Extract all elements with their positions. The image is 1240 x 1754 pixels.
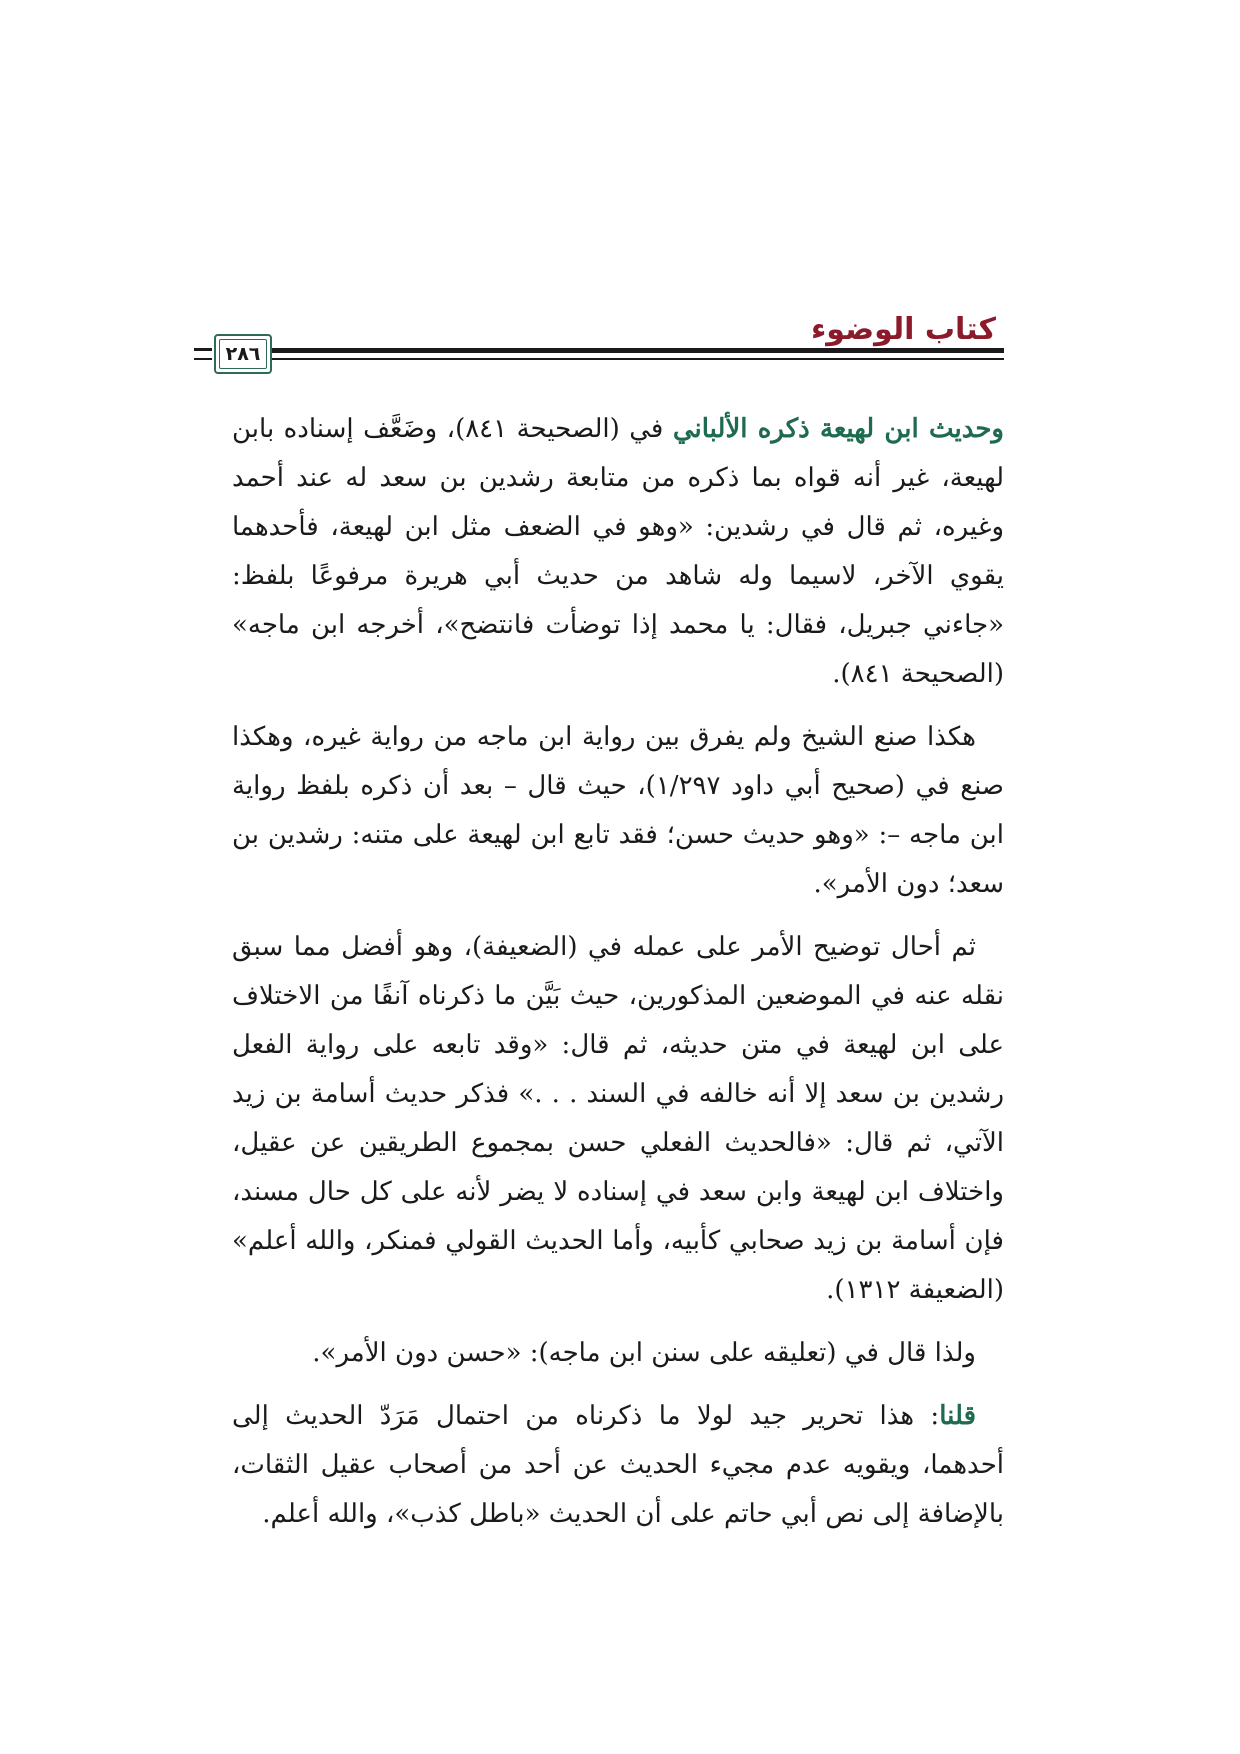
paragraph-text: هكذا صنع الشيخ ولم يفرق بين رواية ابن ماجه من رواية غيره، وهكذا صنع في (صحيح أبي داود ١/٢٩٧)، حيث قال – بعد أن ذكره بلفظ رواية ابن ماجه –: «وهو حديث حسن؛ فقد تابع ابن لهيعة على متنه: رشدين بن سعد؛ دون الأمر». xyxy=(232,722,1004,899)
paragraph-text: ثم أحال توضيح الأمر على عمله في (الضعيفة)، وهو أفضل مما سبق نقله عنه في الموضعين المذكورين، حيث بَيَّن ما ذكرناه آنفًا من الاختلاف على ابن لهيعة في متن حديثه، ثم قال: «وقد تابعه على رواية الفعل رشدين بن سعد إلا أنه خالفه في السند . . .» فذكر حديث أسامة بن زيد الآتي، ثم قال: «فالحديث الفعلي حسن بمجموع الطريقين عن عقيل، واختلاف ابن لهيعة وابن سعد في إسناده لا يضر لأنه على كل حال مسند، فإن أسامة بن زيد صحابي كأبيه، وأما الحديث القولي فمنكر، والله أعلم» (الضعيفة ١٣١٢). xyxy=(232,932,1004,1305)
header-rule-tail xyxy=(194,358,212,360)
page-header xyxy=(225,312,1004,382)
paragraph-text: في (الصحيحة ٨٤١)، وضَعَّف إسناده بابن لهيعة، غير أنه قواه بما ذكره من متابعة رشدين بن سعد له عند أحمد وغيره، ثم قال في رشدين: «وهو في الضعف مثل ابن لهيعة، فأحدهما يقوي الآخر، لاسيما وله شاهد من حديث أبي هريرة مرفوعًا بلفظ: «جاءني جبريل، فقال: يا محمد إذا توضأت فانتضح»، أخرجه ابن ماجه» (الصحيحة ٨٤١). xyxy=(232,414,1004,689)
page-number: ٢٨٦ xyxy=(225,343,261,365)
header-rule-thick xyxy=(232,348,1004,353)
paragraph-text: ولذا قال في (تعليقه على سنن ابن ماجه): «حسن دون الأمر». xyxy=(312,1338,976,1368)
paragraph-text: : هذا تحرير جيد لولا ما ذكرناه من احتمال مَرَدّ الحديث إلى أحدهما، ويقويه عدم مجيء الحديث عن أحد من أصحاب عقيل الثقات، بالإضافة إلى نص أبي حاتم على أن الحديث «باطل كذب»، والله أعلم. xyxy=(232,1401,1004,1529)
header-rule-thin xyxy=(232,358,1004,360)
paragraph-1 xyxy=(232,405,1004,699)
paragraph-lead: وحديث ابن لهيعة ذكره الألباني xyxy=(672,414,1004,444)
header-rule-tail xyxy=(194,348,212,351)
paragraph-3 xyxy=(232,923,1004,1315)
paragraph-lead: قلنا xyxy=(939,1401,976,1431)
page-number-badge xyxy=(214,334,272,374)
paragraph-2 xyxy=(232,713,1004,909)
paragraph-5 xyxy=(232,1392,1004,1539)
book-title: كتاب الوضوء xyxy=(810,312,996,347)
page-body xyxy=(232,405,1004,1539)
paragraph-4 xyxy=(232,1329,1004,1378)
